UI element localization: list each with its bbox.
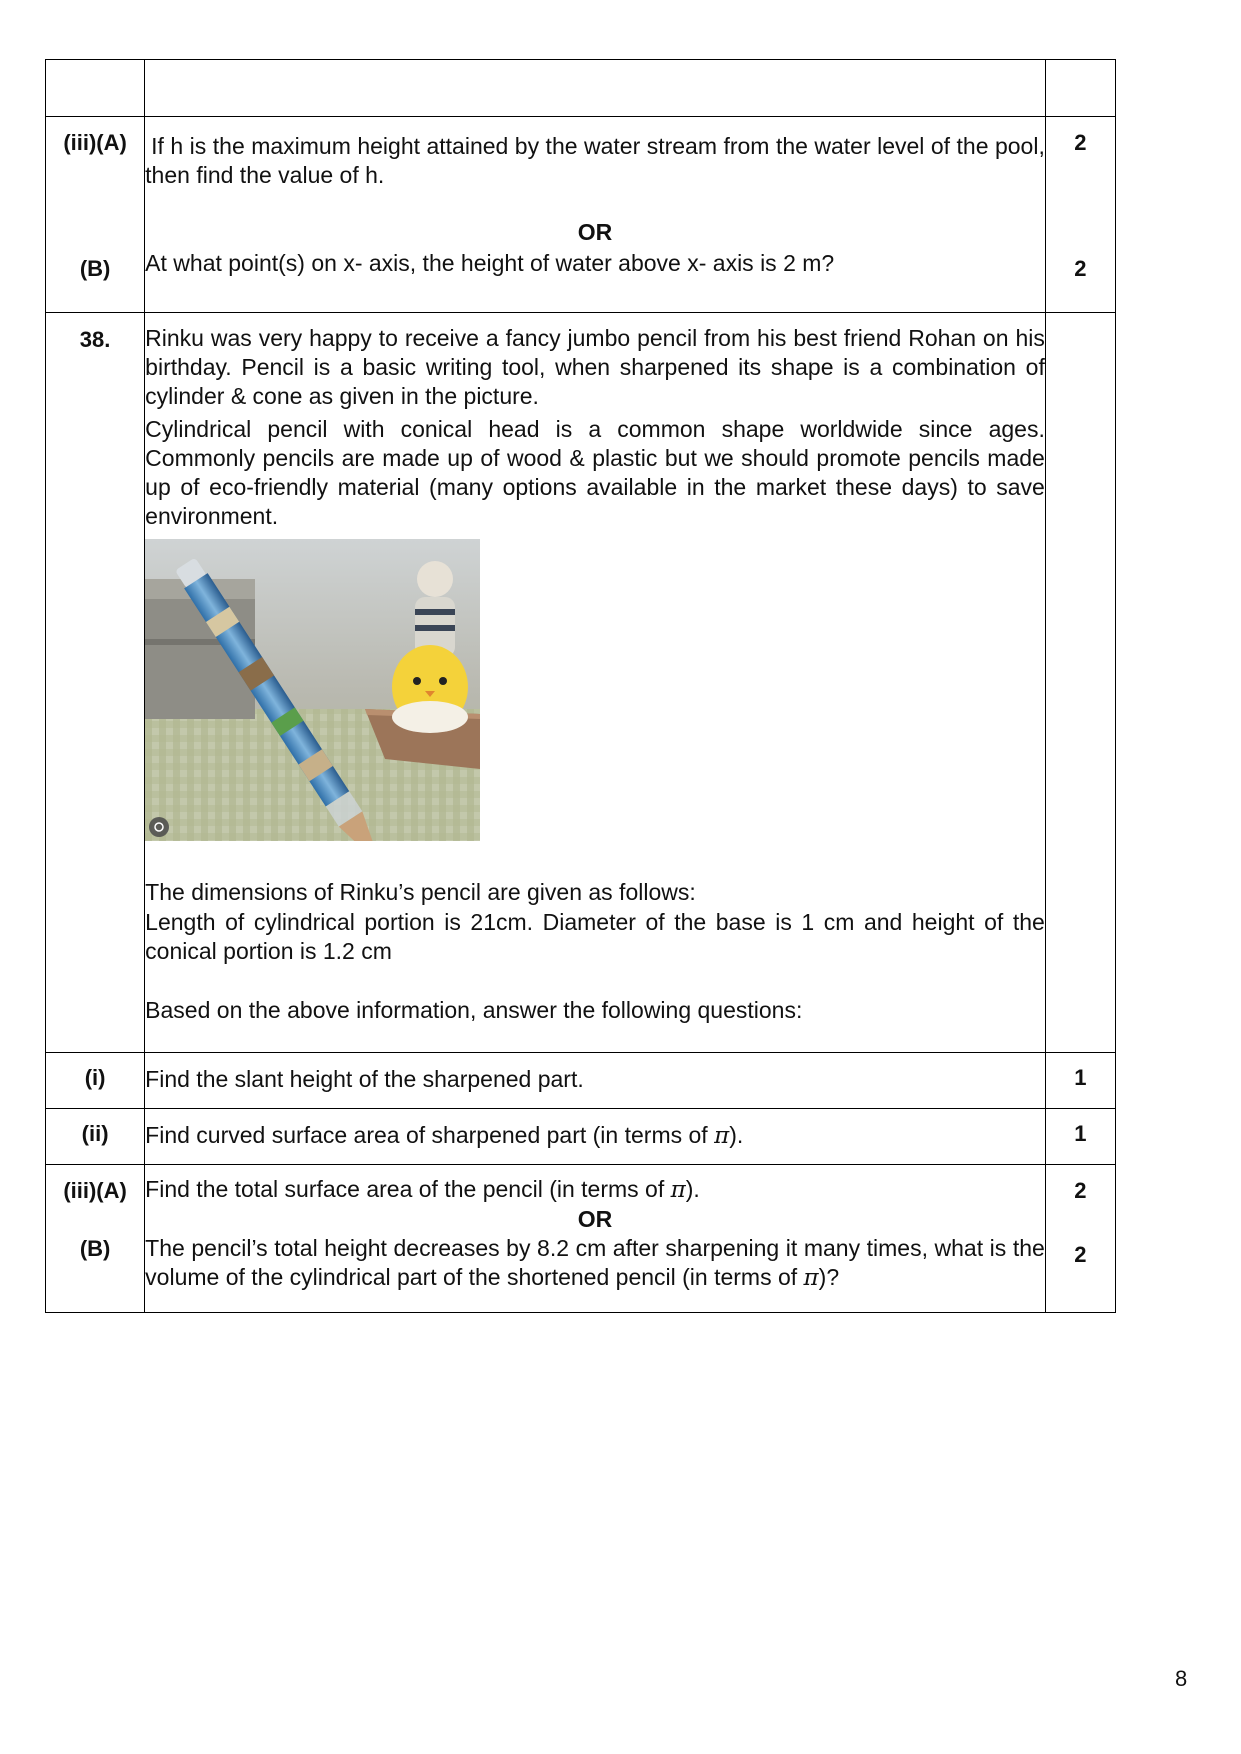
sub-iii-labels-cell: [46, 1165, 145, 1313]
prev-text-cell: [145, 117, 1046, 313]
prev-iii-a-label: (iii)(A): [63, 130, 127, 155]
prev-b-label: (B): [79, 256, 111, 281]
q38-prompt: Based on the above information, answer the following questions:: [145, 997, 803, 1023]
sub-ii-text-cell: [145, 1109, 1046, 1165]
header-num-cell: [46, 60, 145, 117]
sub-iii-row: [46, 1165, 1116, 1313]
sub-iii-a-marks: 2: [1074, 1178, 1087, 1203]
q38-number-cell: [46, 313, 145, 1053]
sub-ii-text-after: ).: [729, 1122, 744, 1148]
page-number: 8: [1175, 1666, 1188, 1691]
q38-dims-text: Length of cylindrical portion is 21cm. Diameter of the base is 1 cm and height of the conical portion is 1.2 cm: [145, 909, 1045, 964]
pencil-photo: [145, 539, 480, 841]
sub-iii-a-label: (iii)(A): [63, 1178, 127, 1203]
pi-symbol: π: [670, 1177, 686, 1203]
sub-iii-a-text: [145, 1175, 1045, 1205]
q38-row: [46, 313, 1116, 1053]
prev-b-text: At what point(s) on x- axis, the height of water above x- axis is 2 m?: [145, 250, 835, 276]
sub-i-marks: 1: [1045, 1053, 1115, 1109]
sub-iii-a-after: ).: [685, 1176, 700, 1202]
sub-ii-row: [46, 1109, 1116, 1165]
question-table: [45, 59, 1116, 1313]
q38-dims-intro: The dimensions of Rinku’s pencil are given as follows:: [145, 879, 696, 905]
sub-iii-b-label: (B): [79, 1236, 111, 1261]
q38-para-1: Rinku was very happy to receive a fancy jumbo pencil from his best friend Rohan on his birthday. Pencil is a basic writing tool, when sharpened its shape is a combination of cylinder & cone as given in the picture.: [145, 325, 1045, 409]
sub-iii-text-cell: [145, 1165, 1046, 1313]
prev-question-row: [46, 117, 1116, 313]
header-marks-cell: [1045, 60, 1115, 117]
sub-iii-b-text: [145, 1234, 1045, 1293]
q38-para-2: Cylindrical pencil with conical head is a common shape worldwide since ages. Commonly pencils are made up of wood & plastic but we should promote pencils made up of eco-friendly material (many options available in the market these days) to save environment.: [145, 416, 1045, 529]
prev-iii-a-marks: 2: [1074, 130, 1087, 155]
sub-ii-label: (ii): [46, 1109, 145, 1165]
sub-ii-marks: 1: [1045, 1109, 1115, 1165]
header-text-cell: [145, 60, 1046, 117]
prev-labels-cell: [46, 117, 145, 313]
sub-iii-b-before: The pencil’s total height decreases by 8.2 cm after sharpening it many times, what is the volume of the cylindrical part of the shortened pencil (in terms of: [145, 1235, 1045, 1290]
q38-number: 38.: [79, 327, 111, 352]
empty-header-row: [46, 60, 1116, 117]
sub-iii-or-label: OR: [577, 1206, 613, 1232]
q38-text-cell: [145, 313, 1046, 1053]
prev-marks-cell: [1045, 117, 1115, 313]
sub-ii-text-before: Find curved surface area of sharpened part (in terms of: [145, 1122, 715, 1148]
q38-marks-cell: [1045, 313, 1115, 1053]
sub-i-label: (i): [46, 1053, 145, 1109]
pi-symbol: π: [714, 1123, 730, 1149]
prev-iii-a-text: If h is the maximum height attained by the water stream from the water level of the pool, then find the value of h.: [145, 133, 1045, 188]
prev-b-marks: 2: [1074, 256, 1087, 281]
sub-iii-b-marks: 2: [1074, 1242, 1087, 1267]
sub-i-row: [46, 1053, 1116, 1109]
sub-i-text: Find the slant height of the sharpened part.: [145, 1053, 1046, 1109]
sub-iii-a-before: Find the total surface area of the pencil (in terms of: [145, 1176, 671, 1202]
sub-iii-marks-cell: [1045, 1165, 1115, 1313]
prev-or-label: OR: [577, 219, 613, 245]
pi-symbol: π: [803, 1265, 819, 1291]
sub-iii-b-after: )?: [818, 1264, 840, 1290]
